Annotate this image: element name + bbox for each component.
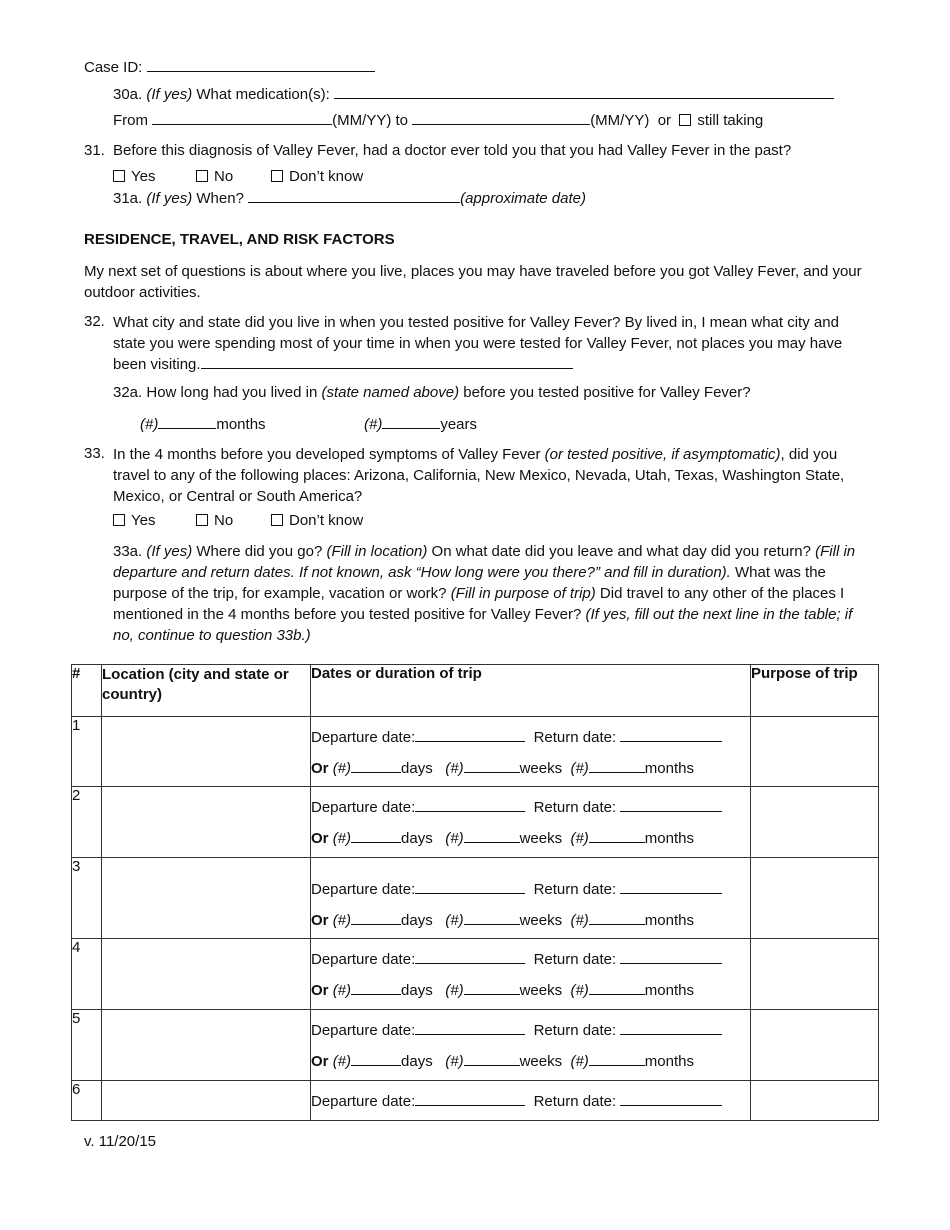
from-date-field[interactable] [152, 110, 332, 125]
months-field[interactable] [589, 1051, 645, 1066]
table-row [72, 717, 879, 787]
case-id-field[interactable] [147, 57, 375, 72]
version-footer: v. 11/20/15 [84, 1133, 156, 1150]
question-33-number: 33. [84, 445, 105, 462]
table-row [72, 787, 879, 858]
col-header-location: Location (city and state or country) [102, 665, 311, 717]
location-cell[interactable] [102, 1010, 311, 1081]
col-header-number: # [72, 665, 102, 717]
return-date-field[interactable] [620, 879, 722, 894]
q33-yes-checkbox[interactable] [113, 514, 125, 526]
purpose-cell[interactable] [751, 939, 879, 1010]
months-field[interactable] [589, 758, 645, 773]
q33-dont-know-checkbox[interactable] [271, 514, 283, 526]
case-id-line: Case ID: [84, 57, 375, 78]
departure-return-line: Departure date: Return date: [311, 949, 750, 970]
months-field[interactable] [589, 980, 645, 995]
row-number: 1 [72, 717, 102, 787]
dates-cell [311, 1010, 751, 1081]
row-number: 6 [72, 1081, 102, 1121]
question-33: In the 4 months before you developed symptoms of Valley Fever (or tested positive, if asymptomatic), did you travel to any of the following places: Arizona, California, New Mexico, Nevada, Utah, Texas, Washington State, Mexico, or Central or South America? [113, 446, 845, 505]
dates-cell [311, 787, 751, 858]
return-date-field[interactable] [620, 949, 722, 964]
question-32a: 32a. How long had you lived in (state named above) before you tested positive for Valley Fever? [113, 384, 751, 401]
q33-no-checkbox[interactable] [196, 514, 208, 526]
table-header-row [72, 665, 879, 717]
location-cell[interactable] [102, 717, 311, 787]
duration-line: Or (#) days (#) weeks (#) months [311, 830, 694, 847]
location-cell[interactable] [102, 858, 311, 939]
medication-field[interactable] [334, 84, 834, 99]
q31-dont-know-checkbox[interactable] [271, 170, 283, 182]
table-row [72, 1081, 879, 1121]
residence-months-field[interactable] [158, 414, 216, 429]
residence-field[interactable] [201, 354, 573, 369]
purpose-cell[interactable] [751, 787, 879, 858]
purpose-cell[interactable] [751, 1081, 879, 1121]
days-field[interactable] [351, 980, 401, 995]
trips-table [71, 664, 879, 1121]
duration-line: Or (#) days (#) weeks (#) months [311, 982, 694, 999]
days-field[interactable] [351, 758, 401, 773]
weeks-field[interactable] [464, 758, 520, 773]
question-33-options: Yes No Don’t know [113, 511, 363, 531]
row-number: 5 [72, 1010, 102, 1081]
days-field[interactable] [351, 1051, 401, 1066]
residence-years-field[interactable] [382, 414, 440, 429]
section-heading: RESIDENCE, TRAVEL, AND RISK FACTORS [84, 231, 395, 248]
col-header-purpose: Purpose of trip [751, 665, 879, 717]
residence-duration: (#) months (#) years [140, 416, 478, 433]
weeks-field[interactable] [464, 1051, 520, 1066]
purpose-cell[interactable] [751, 1010, 879, 1081]
return-date-field[interactable] [620, 1091, 722, 1106]
q31-no-checkbox[interactable] [196, 170, 208, 182]
dates-cell [311, 858, 751, 939]
question-30a: 30a. (If yes) What medication(s): [113, 84, 834, 105]
return-date-field[interactable] [620, 1020, 722, 1035]
departure-return-line: Departure date: Return date: [311, 1020, 750, 1041]
to-date-field[interactable] [412, 110, 590, 125]
question-31-options: Yes No Don’t know [113, 167, 363, 187]
return-date-field[interactable] [620, 727, 722, 742]
departure-return-line: Departure date: Return date: [311, 1091, 750, 1112]
departure-return-line: Departure date: Return date: [311, 797, 750, 818]
weeks-field[interactable] [464, 980, 520, 995]
dates-cell [311, 1081, 751, 1121]
departure-date-field[interactable] [415, 1020, 525, 1035]
departure-date-field[interactable] [415, 1091, 525, 1106]
location-cell[interactable] [102, 1081, 311, 1121]
months-field[interactable] [589, 910, 645, 925]
question-33a: 33a. (If yes) Where did you go? (Fill in location) On what date did you leave and what day did you return? (Fill in departure and return dates. If not known, ask “How long were you there?” and fill in duration). What was the purpose of the trip, for example, vacation or work? (Fill in purpose of trip) Did travel to any other of the places I mentioned in the 4 months before you tested positive for Valley Fever? (If yes, fill out the next line in the table; if no, continue to question 33b.) [113, 543, 856, 644]
days-field[interactable] [351, 910, 401, 925]
departure-date-field[interactable] [415, 797, 525, 812]
question-32-number: 32. [84, 313, 105, 330]
dates-cell [311, 939, 751, 1010]
duration-line: Or (#) days (#) weeks (#) months [311, 760, 694, 777]
months-field[interactable] [589, 828, 645, 843]
location-cell[interactable] [102, 787, 311, 858]
still-taking-checkbox[interactable] [679, 114, 691, 126]
question-31-text: Before this diagnosis of Valley Fever, had a doctor ever told you that you had Valley Fever in the past? [113, 142, 792, 159]
weeks-field[interactable] [464, 828, 520, 843]
departure-return-line: Departure date: Return date: [311, 879, 750, 900]
departure-date-field[interactable] [415, 879, 525, 894]
departure-return-line: Departure date: Return date: [311, 727, 750, 748]
location-cell[interactable] [102, 939, 311, 1010]
purpose-cell[interactable] [751, 717, 879, 787]
row-number: 2 [72, 787, 102, 858]
days-field[interactable] [351, 828, 401, 843]
purpose-cell[interactable] [751, 858, 879, 939]
departure-date-field[interactable] [415, 727, 525, 742]
question-32: What city and state did you live in when you tested positive for Valley Fever? By lived in, I mean what city and state you were spending most of your time in when you were tested for Valley Fever, not places you may have been visiting. [113, 314, 843, 373]
row-number: 3 [72, 858, 102, 939]
row-number: 4 [72, 939, 102, 1010]
duration-line: Or (#) days (#) weeks (#) months [311, 912, 694, 929]
table-row [72, 1010, 879, 1081]
section-intro: My next set of questions is about where you live, places you may have traveled before you got Valley Fever, and your outdoor activities. [84, 263, 862, 301]
weeks-field[interactable] [464, 910, 520, 925]
question-31-number: 31. [84, 142, 105, 159]
dates-cell [311, 717, 751, 787]
return-date-field[interactable] [620, 797, 722, 812]
previous-diagnosis-date-field[interactable] [248, 188, 460, 203]
duration-line: Or (#) days (#) weeks (#) months [311, 1053, 694, 1070]
table-row [72, 858, 879, 939]
col-header-dates: Dates or duration of trip [311, 665, 751, 717]
departure-date-field[interactable] [415, 949, 525, 964]
question-30a-dates: From (MM/YY) to (MM/YY) or still taking [113, 112, 764, 129]
question-31a: 31a. (If yes) When? (approximate date) [113, 190, 586, 207]
table-row [72, 939, 879, 1010]
q31-yes-checkbox[interactable] [113, 170, 125, 182]
